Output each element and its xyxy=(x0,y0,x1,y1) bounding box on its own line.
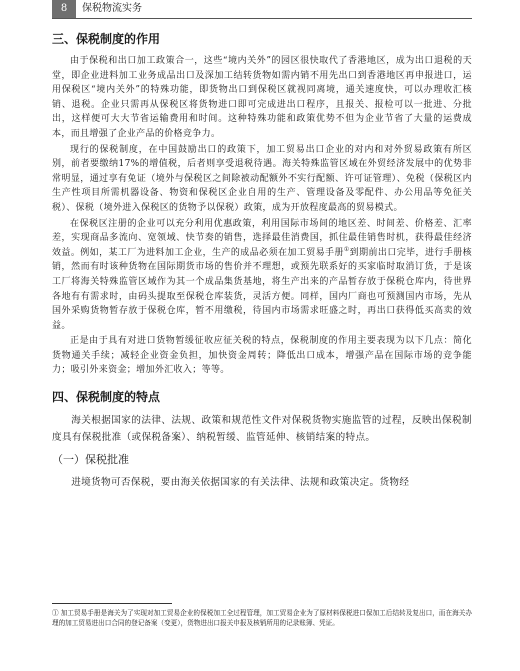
page-body xyxy=(52,26,472,494)
running-title: 保税物流实务 xyxy=(82,3,142,14)
paragraph-3-part-a: 在保税区注册的企业可以充分利用优惠政策，利用国际市场间的地区差、时间差、价格差、汇率差，实现商品多流向、宽领域、快节奏的销售，选择最佳消费国，抓住最佳销售时机，获得最佳经济效益。例如，某工厂为进料加工企业，生产的成品必须在加工贸易手册 xyxy=(52,218,472,258)
page-header xyxy=(52,0,472,19)
subsection-1-title: （一）保税批准 xyxy=(52,453,129,467)
section-3-paragraph-1: 由于保税和出口加工政策合一，这些“境内关外”的园区很快取代了香港地区，成为出口退税的天堂，即企业进料加工业务成品出口及深加工结转货物如需内销不用先出口到香港地区再申报进口，运用保税区“境内关外”的特殊功能，即货物出口到保税区就视同离境，通关速度快，可以办理收汇核销、退税。企业只需再从保税区将货物进口即可完成进出口程序，且报关、报检可以一批进、分批出，这样便可大大节省运输费用和时间。这种特殊功能和政策优势不但为企业节省了大量的运费成本，而且增强了企业产品的价格竞争力。 xyxy=(52,56,472,139)
section-3-title: 三、保税制度的作用 xyxy=(52,32,161,46)
section-3-paragraph-3 xyxy=(52,217,472,334)
footnote-divider xyxy=(52,603,172,604)
footnote-marker: ① xyxy=(343,245,350,253)
section-3-paragraph-2: 现行的保税制度，在中国鼓励出口的政策下，加工贸易出口企业的对内和对外贸易政策有所区别，前者要缴纳17%的增值税，后者则享受退税待遇。海关特殊监管区域在外贸经济发展中的优势非常明显，通过享有免证（境外与保税区之间除被动配额外不实行配额、许可证管理）、免税（保税区内生产性项目所需机器设备、物资和保税区企业自用的生产、管理设备及零配件、办公用品等免征关税）、保税（境外进入保税区的货物予以保税）政策，成为开放程度最高的贸易模式。 xyxy=(52,144,472,213)
section-4-title: 四、保税制度的特点 xyxy=(52,390,161,405)
page-number: 8 xyxy=(52,0,76,18)
paragraph-3-part-b: 到期前出口完毕，进行手册核销，然而有时该种货物在国际期货市场的售价并不理想，或预先联系好的买家临时取消订货，于是该工厂将海关特殊监管区域作为其一个成品集货基地，将生产出来的产品暂存放于保税仓库内，待世界各地有有需求时，由码头提取至保税仓库装货，灵活方便。同样，国内厂商也可预测国内市场，先从国外采购货物暂存放于保税仓库，暂不用缴税，待国内市场需求旺盛之时，再出口获得低买高卖的效益。 xyxy=(52,247,472,331)
section-3-paragraph-4: 正是由于具有对进口货物暂缓征收应征关税的特点，保税制度的作用主要表现为以下几点：简化货物通关手续；减轻企业资金负担，加快资金周转；降低出口成本，增强产品在国际市场的竞争能力；吸引外来资金；增加外汇收入；等等。 xyxy=(52,336,472,376)
section-4-paragraph-2: 进境货物可否保税，要由海关依据国家的有关法律、法规和政策决定。货物经 xyxy=(71,477,410,489)
section-4-paragraph-1: 海关根据国家的法律、法规、政策和规范性文件对保税货物实施监管的过程，反映出保税制度具有保税批准（或保税备案）、纳税暂缓、监管延伸、核销结案的特点。 xyxy=(52,415,472,444)
footnote: ① 加工贸易手册是海关为了实现对加工贸易企业的保税加工全过程管理，加工贸易企业为了原材料保税进口保加工后结转及复出口，而在海关办理的加工贸易进出口合同的登记备案（变更），货物进出口报关申报及核销所用的记录账簿、凭证。 xyxy=(52,609,472,627)
